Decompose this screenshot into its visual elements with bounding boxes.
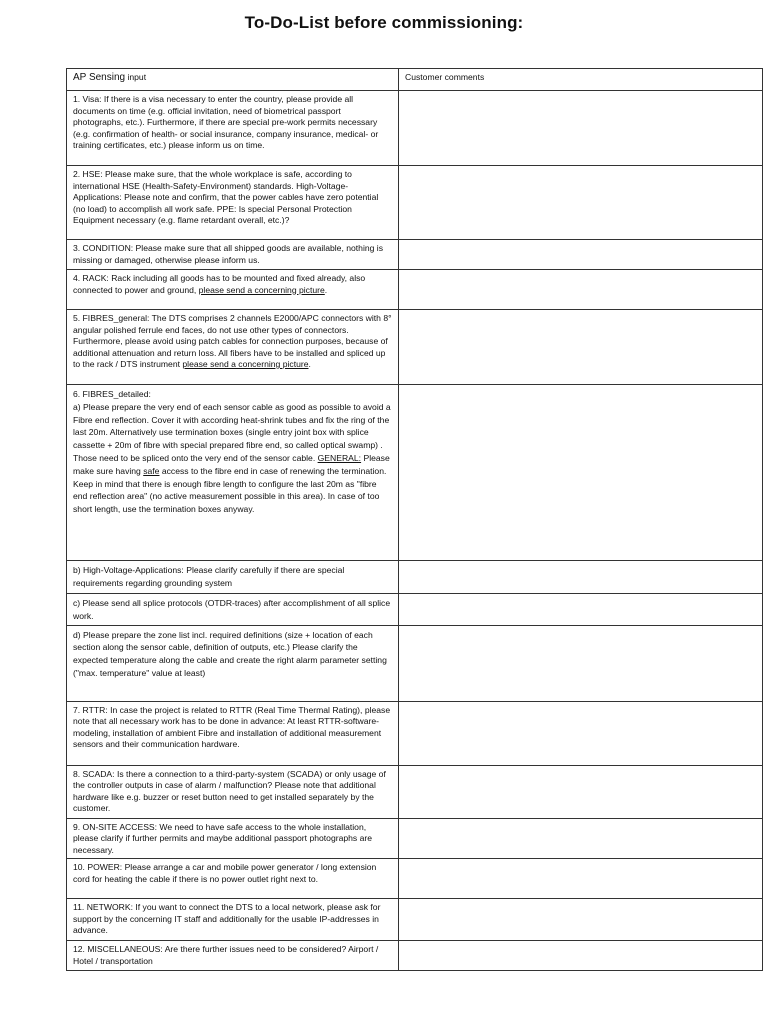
comment-cell[interactable] xyxy=(399,625,763,701)
header-input xyxy=(67,69,399,91)
table-row xyxy=(67,270,763,310)
table-row xyxy=(67,166,763,240)
item-text: 2. HSE: Please make sure, that the whole workplace is safe, according to international HSE (Health-Safety-Environment) standards. High-Voltage-Applications: Please note and confirm, that the power cables have zero potential (no load) to accomplish all work safe. PPE: Is special Personal Protection Equipment necessary (e.g. flame retardant overall, etc.)? xyxy=(67,166,399,240)
item-text: 7. RTTR: In case the project is related to RTTR (Real Time Thermal Rating), please note that all necessary work has to be done in advance: At least RTTR-software-modeling, installation of ambient Fibre and installation of additional measurement sensors and their communication hardware. xyxy=(67,701,399,765)
item-text: d) Please prepare the zone list incl. required definitions (size + location of each section along the sensor cable, definition of outputs, etc.) Please clarify the expected temperature along the cable and create the right alarm parameter setting ("max. temperature" value at least) xyxy=(67,625,399,701)
table-row xyxy=(67,385,763,561)
item-body: 4. RACK: Rack including all goods has to be mounted and fixed already, also connected to power and ground, xyxy=(73,273,366,295)
todo-table xyxy=(66,68,763,971)
comment-cell[interactable] xyxy=(399,240,763,270)
comment-cell[interactable] xyxy=(399,941,763,971)
table-row xyxy=(67,594,763,626)
item-body-general: Please make sure having xyxy=(73,452,390,476)
comment-cell[interactable] xyxy=(399,818,763,859)
comment-cell[interactable] xyxy=(399,166,763,240)
table-row xyxy=(67,701,763,765)
item-text: b) High-Voltage-Applications: Please clarify carefully if there are special requirements regarding grounding system xyxy=(67,561,399,594)
item-body: a) Please prepare the very end of each sensor cable as good as possible to avoid a Fibre end reflection. Cover it with according heat-shrink tubes and fix the ring of the last 20m. Alternatively use termination boxes (single entry joint box with splice cassette + 20m of fibre with special prepared fibre end, so called optical swamp) . Those need to be spliced onto the very end of the sensor cable. xyxy=(73,401,391,463)
item-text xyxy=(67,270,399,310)
header-customer-comments: Customer comments xyxy=(399,69,763,91)
item-end: . xyxy=(308,359,311,369)
item-end: . xyxy=(324,284,328,295)
table-row xyxy=(67,859,763,899)
item-text: 3. CONDITION: Please make sure that all shipped goods are available, nothing is missing or damaged, otherwise please inform us. xyxy=(67,240,399,270)
table-row xyxy=(67,765,763,818)
item-heading: 6. FIBRES_detailed: xyxy=(73,389,151,399)
general-label: GENERAL: xyxy=(317,452,362,463)
item-text: 12. MISCELLANEOUS: Are there further issues need to be considered? Airport / Hotel / transportation xyxy=(67,941,399,971)
table-row xyxy=(67,625,763,701)
item-text: 8. SCADA: Is there a connection to a third-party-system (SCADA) or only usage of the controller outputs in case of alarm / malfunction? Please note that additional hardware like e.g. buzzer or reset button need to get installed separately by the customer. xyxy=(67,765,399,818)
page-title: To-Do-List before commissioning: xyxy=(244,13,524,32)
comment-cell[interactable] xyxy=(399,270,763,310)
comment-cell[interactable] xyxy=(399,701,763,765)
table-row xyxy=(67,310,763,385)
item-text: 1. Visa: If there is a visa necessary to enter the country, please provide all documents on time (e.g. official invitation, need of biometrical passport photographs, etc.). Furthermore, if there are special pre-work permits necessary (e.g. confirmation of health- or social insurance, company insurance, medical- or training certificates, etc.) please inform us on time. xyxy=(67,91,399,166)
table-row xyxy=(67,91,763,166)
table-row xyxy=(67,240,763,270)
item-text xyxy=(67,385,399,561)
table-header-row xyxy=(67,69,763,91)
item-text: 10. POWER: Please arrange a car and mobile power generator / long extension cord for heating the cable if there is no power outlet right next to. xyxy=(67,859,399,899)
table-row xyxy=(67,818,763,859)
header-input-suffix: input xyxy=(125,72,147,82)
comment-cell[interactable] xyxy=(399,91,763,166)
picture-request-link: please send a concerning picture xyxy=(182,359,309,369)
item-text xyxy=(67,310,399,385)
item-body-general-end: access to the fibre end in case of renewing the termination. Keep in mind that there is enough fibre length to configure the last 20m as "fibre end reflection area" (no active measurement possible in this area). In case of too short length, use the termination boxes anyway. xyxy=(73,465,387,515)
item-text: c) Please send all splice protocols (OTDR-traces) after accomplishment of all splice work. xyxy=(67,594,399,626)
comment-cell[interactable] xyxy=(399,310,763,385)
table-row xyxy=(67,899,763,941)
table-row xyxy=(67,561,763,594)
comment-cell[interactable] xyxy=(399,561,763,594)
comment-cell[interactable] xyxy=(399,594,763,626)
item-text: 11. NETWORK: If you want to connect the DTS to a local network, please ask for support by the concerning IT staff and additionally for the usable IP-addresses in advance. xyxy=(67,899,399,941)
table-row xyxy=(67,941,763,971)
header-input-prefix: AP Sensing xyxy=(73,72,126,83)
picture-request-link: please send a concerning picture xyxy=(198,284,325,295)
safe-word: safe xyxy=(143,465,160,476)
comment-cell[interactable] xyxy=(399,765,763,818)
item-body: 5. FIBRES_general: The DTS comprises 2 channels E2000/APC connectors with 8° angular polished ferrule end faces, do not use other types of connectors. Furthermore, please avoid using patch cables for connection purposes, because of additional attenuation and return loss. All fibers have to be installed and spliced up to the rack / DTS instrument xyxy=(73,313,392,369)
comment-cell[interactable] xyxy=(399,899,763,941)
item-text: 9. ON-SITE ACCESS: We need to have safe access to the whole installation, please clarify if further permits and maybe additional passport photographs are necessary. xyxy=(67,818,399,859)
comment-cell[interactable] xyxy=(399,385,763,561)
comment-cell[interactable] xyxy=(399,859,763,899)
